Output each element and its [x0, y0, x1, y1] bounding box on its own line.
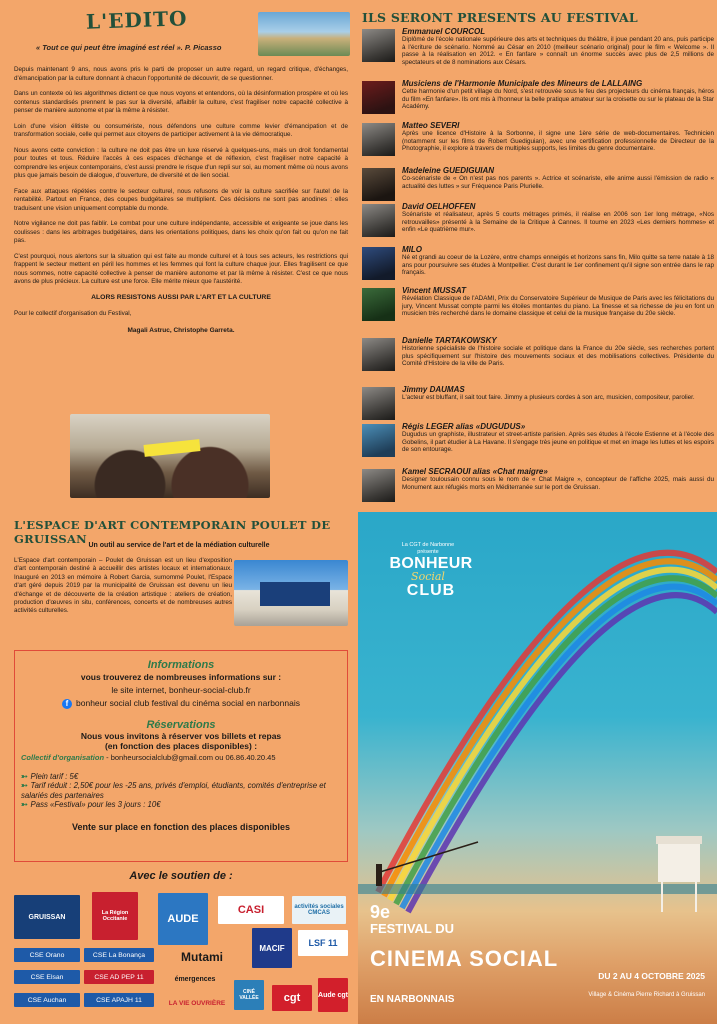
guest-desc: Révélation Classique de l'ADAMI, Prix du Conservatoire Supérieur de Musique de Paris avec les félicitations du jury, Vincent Mussat compte parmi les étoiles montantes du piano. La finesse et sa richesse de jeu en font un musicien très recherché dans le domaine classique et celui de la musique française du 20e siècle.	[402, 295, 714, 318]
facebook-line[interactable]	[15, 698, 347, 709]
edito-sign-names: Magali Astruc, Christophe Garreta.	[127, 326, 235, 334]
guest-desc: Cette harmonie d'un petit village du Nord, s'est retrouvée sous le feu des projecteurs du cinéma français, héros du film «En fanfare». Ils ont mis à l'honneur la belle pratique amateur sur la croisette ou sur le plateau de la Star Académy.	[402, 88, 714, 111]
edito-paragraph: Notre vigilance ne doit pas faiblir. Le combat pour une culture indépendante, accessible et exigeante se joue dans les coulisses : dans les arbitrages budgétaires, dans les orientations politiques, dans les choix qu'on fait ou qu'on ne fait pas.	[14, 220, 348, 244]
edito-quote: « Tout ce qui peut être imaginé est réel ». P. Picasso	[36, 43, 222, 52]
cse-badge: CSE La Bonança	[84, 948, 154, 962]
cse-badge: CSE AD PEP 11	[84, 970, 154, 984]
poster-club: CLUB	[406, 582, 456, 599]
guest-name: Emmanuel COURCOL	[402, 27, 486, 36]
guest-desc: L'acteur est bluffant, il sait tout faire. Jimmy a plusieurs cordes à son arc, musicien, compositeur, parolier.	[402, 394, 695, 401]
poster-bonheur: BONHEUR	[389, 555, 473, 572]
cse-badge: CSE APAJH 11	[84, 993, 154, 1007]
poster-cinema: CINEMA SOCIAL	[370, 946, 559, 971]
edito-paragraph: Loin d'une vision élitiste ou consumériste, nous défendons une culture comme levier d'émancipation et de transformation sociale, celle qui permet aux citoyens de participer activement à la vie démocratique.	[14, 122, 348, 138]
espace-photo	[234, 560, 348, 626]
edito-paragraph: Dans un contexte où les algorithmes dictent ce que nous voyons et entendons, où la désinformation prospère et où les contenus standardisés prennent le pas sur la diversité, affaiblir la culture, c'est fragiliser notre capacité collective à penser de manière autonome et par là même à résister.	[14, 90, 348, 114]
edito-body	[14, 66, 348, 335]
logo-emergences: émergences	[174, 975, 216, 983]
price-text: Pass «Festival» pour les 3 jours : 10€	[30, 800, 161, 810]
logo-gruissan: GRUISSAN	[14, 895, 80, 939]
guest-item	[362, 467, 712, 507]
cse-badge: CSE Elsan	[14, 970, 80, 984]
facebook-label: bonheur social club festival du cinéma social en narbonnais	[76, 698, 300, 708]
poster-venue: Village & Cinéma Pierre Richard à Gruissan	[588, 992, 705, 998]
logo-aude: AUDE	[158, 893, 208, 945]
guest-desc: Scénariste et réalisateur, après 5 courts métrages primés, il réalise en 2006 son 1er long métrage, «Nos retrouvailles» présenté à la Semaine de la Critique à Cannes. Il tourne en 2023 «Les derniers hommes» et enfin «Le quatrième mur».	[402, 211, 714, 234]
poster-presenter-line: La CGT de Narbonne	[401, 542, 455, 548]
guest-name: Madeleine GUEDIGUIAN	[402, 166, 495, 175]
poster-narbonnais: EN NARBONNAIS	[370, 994, 455, 1005]
edito-paragraph: Nous avons cette conviction : la culture ne doit pas être un luxe réservé à quelques-uns, mais un droit fondamental pour toutes et tous. Réduire l'accès à ces espaces d'échange et de réflexion, c'est fragiliser notre capacité à comprendre les enjeux contemporains, c'est aussi prendre le risque d'un repli sur soi, au moment même où nous avons plus que jamais besoin de dialogue, d'ouverture, de diversité et de lien social.	[14, 146, 348, 179]
price-item	[21, 800, 347, 810]
edito-paragraph: C'est pourquoi, nous alertons sur la situation qui est faite au monde culturel et à tous ses acteurs, les restrictions qui frappent le secteur mettent en péril les hommes et les femmes qui font la culture chaque jour. Elles fragilisent ce que nous sommes, notre capacité collective à penser de manière autonome et par là même à résister. C'est ce que nous avons de plus précieux. La culture est une force. Elle mérite mieux que l'austérité.	[14, 252, 348, 285]
logo-casi: CASI	[218, 896, 284, 924]
guest-item	[362, 385, 712, 425]
guest-photo	[362, 338, 395, 371]
guest-photo	[362, 424, 395, 457]
cse-badge: CSE Orano	[14, 948, 80, 962]
website-link[interactable]: le site internet, bonheur-social-club.fr	[111, 685, 251, 695]
guest-name: Musiciens de l'Harmonie Municipale des Mineurs de LALLAING	[402, 79, 643, 88]
contact-details: - bonheursocialclub@gmail.com ou 06.86.40.20.45	[104, 752, 276, 762]
vente-line: Vente sur place en fonction des places disponibles	[71, 821, 291, 832]
guest-photo	[362, 123, 395, 156]
poster-dates: DU 2 AU 4 OCTOBRE 2025	[598, 971, 705, 981]
info-box	[14, 650, 348, 862]
guest-photo	[362, 247, 395, 280]
guest-name: Matteo SEVERI	[402, 121, 460, 130]
guest-item	[362, 422, 712, 462]
contact-lead: Collectif d'organisation	[21, 752, 105, 762]
guest-photo	[362, 204, 395, 237]
guest-photo	[362, 469, 395, 502]
guest-desc: Diplômé de l'école nationale supérieure des arts et techniques du théâtre, il joue pendant 20 ans, puis participe à l'écriture de scénario. Nommé au César en 2010 (meilleur scénario original) pour le film « Welcome ». Il passe à la réalisation en 2012. « En fanfare » connaît un énorme succès avec plus de 2,5 millions de spectateurs et de 8 nominations aux Césars.	[402, 36, 714, 66]
arrow-icon: ➳	[21, 771, 28, 781]
crowd-photo	[70, 414, 270, 498]
guest-photo	[362, 288, 395, 321]
edito-paragraph: Face aux attaques répétées contre le secteur culturel, nous refusons de voir la culture sacrifiée sur l'autel de la rentabilité. Partout en France, des coupes budgétaires se multiplient. Ces décisions ne sont pas anodines : elles traduisent une vision uniquement comptable du monde.	[14, 187, 348, 212]
espace-title: L'ESPACE D'ART CONTEMPORAIN POULET DE GRUISSAN	[14, 518, 331, 546]
guest-name: David OELHOFFEN	[402, 202, 476, 211]
reservations-line: (en fonction des places disponibles) :	[104, 740, 258, 751]
guest-item	[362, 202, 712, 242]
arrow-icon: ➳	[21, 781, 28, 791]
price-item	[21, 772, 347, 782]
poster-presenter	[358, 542, 498, 555]
guest-photo	[362, 29, 395, 62]
guest-desc: Né et grandi au coeur de la Lozère, entre champs enneigés et horizons sans fin, Milo quitte sa terre natale à 18 ans pour poursuivre ses études à Montpellier. C'est durant le 1er confinement qu'il signe son entrée dans le rap français.	[402, 254, 714, 277]
guest-photo	[362, 81, 395, 114]
logo-la-vie-ouvriere: LA VIE OUVRIÈRE	[168, 999, 226, 1007]
logo-macif: MACIF	[252, 928, 292, 968]
espace-subtitle: Un outil au service de l'art et de la médiation culturelle	[88, 542, 270, 549]
guest-name: MILO	[402, 245, 422, 254]
cse-badge: CSE Auchan	[14, 993, 80, 1007]
price-list	[15, 772, 347, 810]
arrow-icon: ➳	[21, 800, 28, 810]
guest-photo	[362, 387, 395, 420]
guest-name: Régis LEGER alias «DUGUDUS»	[402, 422, 526, 431]
guest-desc: Historienne spécialiste de l'histoire sociale et politique dans la France du 20e siècle, ses recherches portent plus spécifiquement sur l'histoire des mouvements sociaux et des mobilisations collectives. Présidente du Comité d'Histoire de la ville de Paris.	[402, 345, 714, 368]
guest-desc: Dugudus un graphiste, illustrateur et street-artiste parisien. Après ses études à l'école Estienne et à l'école des Gobelins, il part étudier à La Havane. Il s'engage très jeune en politique et met en image les luttes et les espoirs de son entourage.	[402, 431, 714, 454]
logo-lsf: LSF 11	[298, 930, 348, 956]
price-item	[21, 781, 347, 800]
festival-poster	[358, 512, 717, 1024]
guest-desc: Co-scénariste de « On n'est pas nos parents ». Actrice et scénariste, elle anime aussi l'émission de radio « actualité des luttes » sur Fréquence Paris Plurielle.	[402, 175, 714, 190]
edito-sign-intro: Pour le collectif d'organisation du Festival,	[14, 310, 132, 317]
reservations-title: Réservations	[146, 718, 216, 731]
poster-edition: 9e	[370, 902, 391, 922]
logo-cgt: cgt	[272, 985, 312, 1011]
reservations-line: Nous vous invitons à réserver vos billets et repas	[80, 730, 282, 741]
poster-festival: FESTIVAL DU	[370, 921, 455, 936]
info-line: vous trouverez de nombreuses informations sur :	[80, 672, 282, 682]
guest-name: Kamel SECRAOUI alias «Chat maigre»	[402, 467, 548, 476]
guest-item	[362, 166, 712, 206]
guest-desc: Designer toulousain connu sous le nom de « Chat Maigre », concepteur de l'affiche 2025, mais aussi du Monument aux réfugiés morts en Méditerranée sur le port de Gruissan.	[402, 476, 714, 491]
guest-item	[362, 27, 712, 67]
guest-item	[362, 121, 712, 161]
guest-photo	[362, 168, 395, 201]
logo-region-occitanie: La Région Occitanie	[92, 892, 138, 940]
logo-mutami: Mutami	[181, 950, 223, 964]
guest-name: Jimmy DAUMAS	[402, 385, 465, 394]
logo-cmcas: activités sociales CMCAS	[292, 896, 346, 924]
facebook-icon: f	[62, 699, 72, 709]
poster-social: Social	[411, 570, 445, 583]
logo-aude-cgt: Aude cgt	[318, 978, 348, 1012]
guest-item	[362, 79, 712, 119]
guests-title: ILS SERONT PRESENTS AU FESTIVAL	[362, 10, 638, 25]
poster-presenter-line: présente	[417, 548, 439, 555]
sponsors-title: Avec le soutien de :	[129, 870, 233, 882]
guest-item	[362, 286, 712, 326]
guest-name: Danielle TARTAKOWSKY	[402, 336, 497, 345]
logo-cine-vallee: CINÉ VALLÉE	[234, 980, 264, 1010]
espace-body: L'Espace d'art contemporain – Poulet de Gruissan est un lieu d'exposition d'art contemporain destiné à accueillir des artistes locaux et internationaux. Inauguré en 2013 en mémoire à Robert Garcia, surnommé Poulet, l'Espace d'art géré depuis 2019 par la municipalité de Gruissan est devenu un lieu d'échange et de découverte de la création artistique : ateliers de création, production d'œuvres in situ, conférences, concerts et de nombreuses autres activités culturelles.	[14, 557, 232, 615]
edito-title: L'EDITO	[85, 6, 188, 34]
edito-closing: ALORS RESISTONS AUSSI PAR L'ART ET LA CULTURE	[91, 293, 271, 301]
info-title: Informations	[147, 659, 215, 671]
price-text: Tarif réduit : 2,50€ pour les -25 ans, privés d'emploi, étudiants, comités d'entreprise et salariés des partenaires	[21, 781, 326, 800]
contact-line[interactable]	[15, 753, 347, 762]
guest-item	[362, 336, 712, 376]
price-text: Plein tarif : 5€	[30, 771, 79, 781]
edito-paragraph: Depuis maintenant 9 ans, nous avons pris le parti de proposer un autre regard, un regard critique, d'échanges, d'émancipation par la culture donnant à chacun l'opportunité de découvrir, de se questionner.	[14, 66, 348, 82]
guest-name: Vincent MUSSAT	[402, 286, 467, 295]
building-shape	[260, 582, 330, 606]
guest-item	[362, 245, 712, 285]
guest-desc: Après une licence d'Histoire à la Sorbonne, il signe une 1ère série de web-documentaires. Technicien (notamment sur les films de Robert Guediguian), avec une certification professionnelle de Directeur de la Photographie, il explore à travers de multiples supports, les limites du genre documentaire.	[402, 130, 714, 153]
